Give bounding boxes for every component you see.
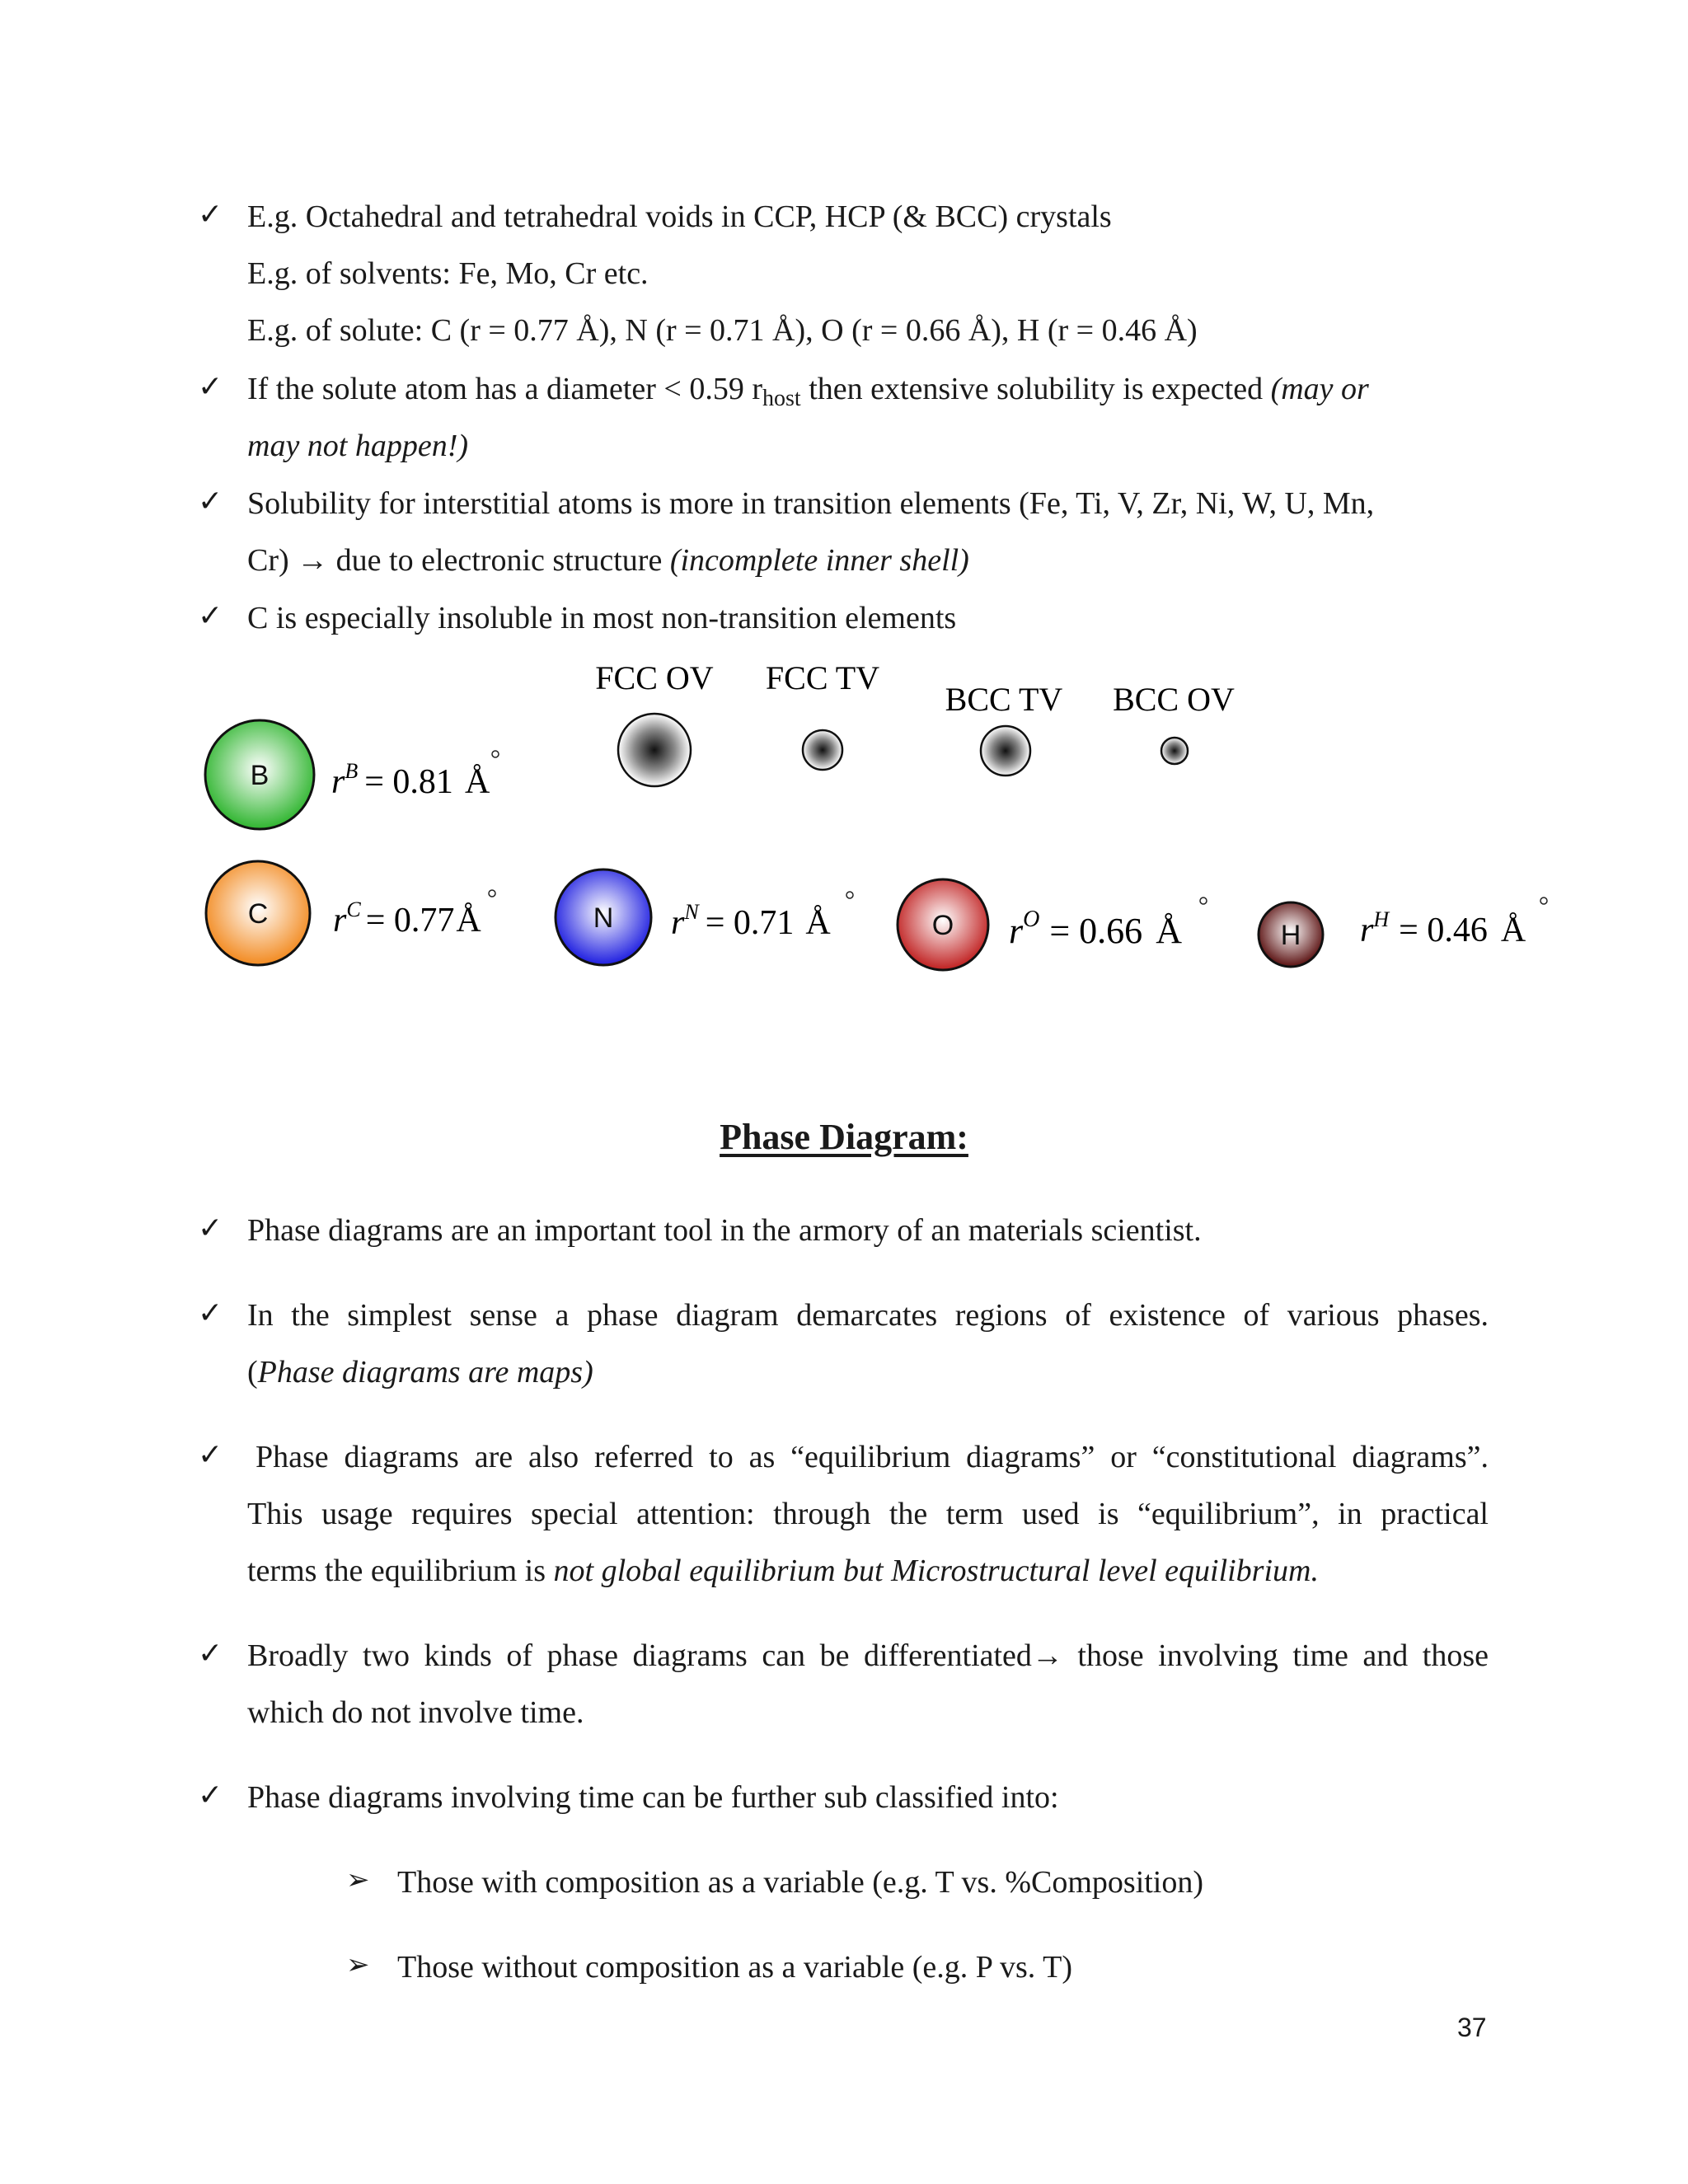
- bullet-phase-diagram-regions-cont: (Phase diagrams are maps): [247, 1355, 593, 1390]
- bullet-equilibrium-diagrams-cont: This usage requires special attention: through the term used is “equilibrium”, in practical: [247, 1497, 1489, 1531]
- bullet-transition-elements: Solubility for interstitial atoms is more in transition elements (Fe, Ti, V, Zr, Ni, W, U, Mn,: [247, 486, 1375, 521]
- atom-symbol: N: [593, 902, 614, 934]
- radius-label-o: $r^O = 0.66$ Å: [1009, 907, 1182, 951]
- bullet-phase-diagram-tool: Phase diagrams are an important tool in the armory of an materials scientist.: [247, 1213, 1202, 1248]
- void-bcc-tv: [981, 726, 1030, 776]
- bullet-solubility-criterion: If the solute atom has a diameter < 0.59 $r_{host}$ then extensive solubility is expected (may or: [247, 372, 1369, 411]
- void-label-fcc-ov: FCC OV: [595, 659, 714, 696]
- void-bcc-ov: [1161, 738, 1188, 764]
- atom-symbol: O: [931, 910, 954, 941]
- radius-label-b: $r^B = 0.81$ Å: [331, 759, 490, 801]
- solute-example: E.g. of solute: C (r = 0.77 Å), N (r = 0.71 Å), O (r = 0.66 Å), H (r = 0.46 Å): [247, 313, 1198, 348]
- checkmark-icon: ✓: [198, 370, 223, 404]
- checkmark-icon: ✓: [198, 599, 223, 633]
- checkmark-icon: ✓: [198, 1296, 223, 1330]
- bullet-sub-classified: Phase diagrams involving time can be further sub classified into:: [247, 1780, 1059, 1815]
- bullet-voids: E.g. Octahedral and tetrahedral voids in CCP, HCP (& BCC) crystals: [247, 199, 1112, 234]
- atom-symbol: C: [247, 898, 269, 930]
- bullet-carbon-insoluble: C is especially insoluble in most non-transition elements: [247, 601, 957, 635]
- void-label-bcc-tv: BCC TV: [945, 681, 1063, 718]
- bullet-two-kinds: Broadly two kinds of phase diagrams can be differentiated→ those involving time and those: [247, 1638, 1489, 1673]
- page-number: 37: [1457, 2013, 1487, 2042]
- atom-symbol: B: [250, 760, 270, 791]
- radius-label-h: $r^H = 0.46$ Å: [1360, 907, 1526, 949]
- void-fcc-tv: [803, 730, 842, 770]
- bullet-two-kinds-cont: which do not involve time.: [247, 1695, 584, 1730]
- section-title: Phase Diagram:: [720, 1117, 968, 1157]
- radius-label-c: $r^C$ = 0.77Å: [333, 898, 481, 940]
- void-fcc-ov: [618, 714, 691, 786]
- checkmark-icon: ✓: [198, 1779, 223, 1812]
- arrowhead-bullet-icon: ➢: [346, 1948, 370, 1981]
- bullet-equilibrium-diagrams-cont2: terms the equilibrium is not global equilibrium but Microstructural level equilibrium.: [247, 1554, 1319, 1588]
- checkmark-icon: ✓: [198, 1438, 223, 1472]
- bullet-solubility-criterion-cont: may not happen!): [247, 429, 469, 463]
- checkmark-icon: ✓: [198, 1212, 223, 1245]
- checkmark-icon: ✓: [198, 198, 223, 232]
- solvents-example: E.g. of solvents: Fe, Mo, Cr etc.: [247, 256, 649, 291]
- arrowhead-bullet-icon: ➢: [346, 1863, 370, 1896]
- checkmark-icon: ✓: [198, 1637, 223, 1671]
- checkmark-icon: ✓: [198, 485, 223, 518]
- atom-size-figure: [0, 651, 1688, 997]
- sub-bullet-without-composition: Those without composition as a variable (e.g. P vs. T): [397, 1950, 1072, 1985]
- atom-symbol: H: [1280, 920, 1301, 951]
- bullet-transition-elements-cont: Cr) → due to electronic structure (incomplete inner shell): [247, 543, 969, 578]
- bullet-equilibrium-diagrams: Phase diagrams are also referred to as “equilibrium diagrams” or “constitutional diagrams”.: [256, 1440, 1489, 1474]
- bullet-phase-diagram-regions: In the simplest sense a phase diagram demarcates regions of existence of various phases.: [247, 1298, 1489, 1333]
- radius-label-n: $r^N = 0.71$ Å: [671, 900, 831, 942]
- void-label-bcc-ov: BCC OV: [1113, 681, 1235, 718]
- sub-bullet-with-composition: Those with composition as a variable (e.g. T vs. %Composition): [397, 1865, 1204, 1900]
- void-label-fcc-tv: FCC TV: [765, 659, 880, 696]
